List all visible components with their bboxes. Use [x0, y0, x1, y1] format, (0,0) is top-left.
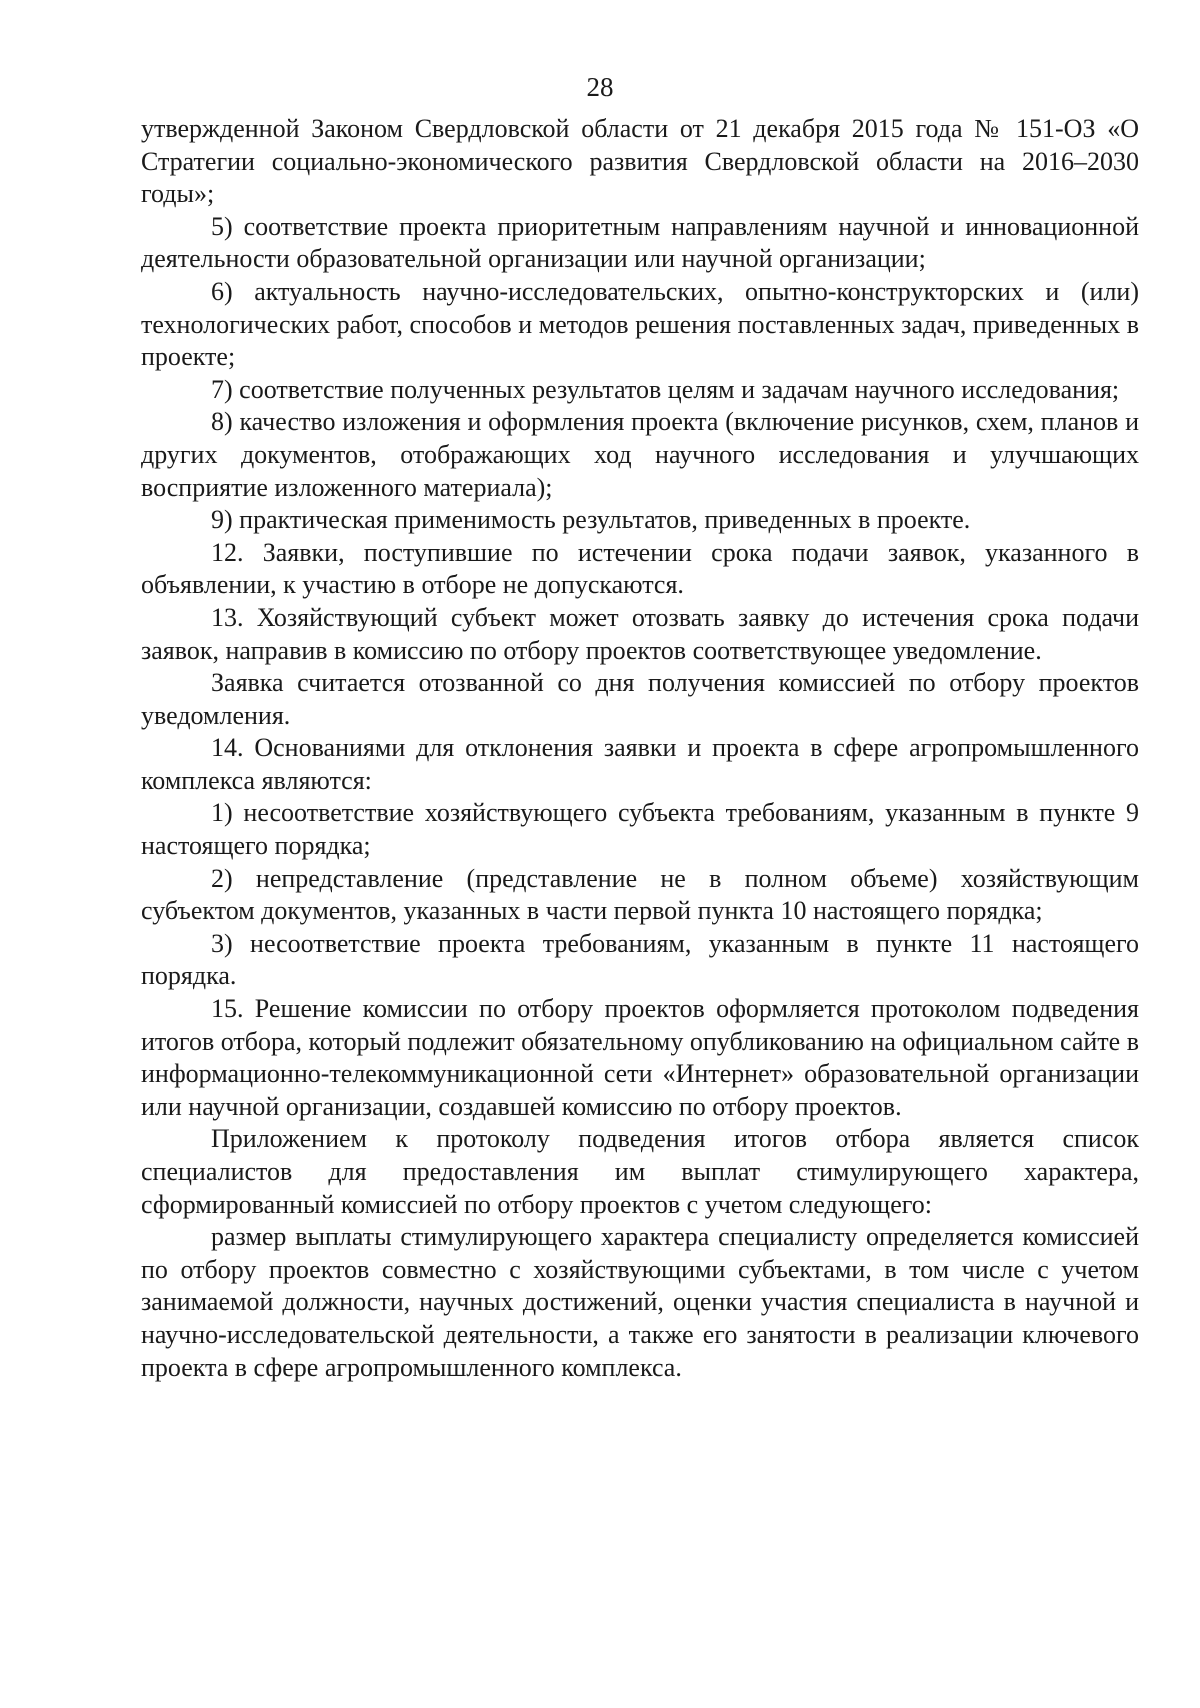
document-body: [141, 113, 1139, 1384]
paragraph-clause-12: 12. Заявки, поступившие по истечении срока подачи заявок, указанного в объявлении, к участию в отборе не допускаются.: [141, 537, 1139, 600]
paragraph-ground-1: 1) несоответствие хозяйствующего субъекта требованиям, указанным в пункте 9 настоящего порядка;: [141, 798, 1139, 861]
paragraph-criterion-9: 9) практическая применимость результатов, приведенных в проекте.: [211, 505, 971, 535]
paragraph-clause-14: 14. Основаниями для отклонения заявки и проекта в сфере агропромышленного комплекса являются:: [141, 733, 1139, 795]
page-number: 28: [586, 72, 614, 102]
paragraph-criterion-7: 7) соответствие полученных результатов целям и задачам научного исследования;: [211, 374, 1120, 404]
paragraph-clause-13-withdrawal: Заявка считается отозванной со дня получения комиссией по отбору проектов уведомления.: [141, 668, 1139, 730]
paragraph-criterion-8: 8) качество изложения и оформления проекта (включение рисунков, схем, планов и других документов, отображающих ход научного исследования и улучшающих восприятие изложенного материала);: [141, 407, 1139, 502]
paragraph-strategy-reference: утвержденной Законом Свердловской области от 21 декабря 2015 года № 151-ОЗ «О Стратегии социально-экономического развития Свердловской области на 2016–2030 годы»;: [141, 114, 1139, 209]
paragraph-criterion-6: 6) актуальность научно-исследовательских, опытно-конструкторских и (или) технологических работ, способов и методов решения поставленных задач, приведенных в проекте;: [141, 276, 1139, 372]
paragraph-clause-13: 13. Хозяйствующий субъект может отозвать заявку до истечения срока подачи заявок, направив в комиссию по отбору проектов соответствующее уведомление.: [141, 602, 1139, 665]
paragraph-clause-15-appendix: Приложением к протоколу подведения итогов отбора является список специалистов для предоставления им выплат стимулирующего характера, сформированный комиссией по отбору проектов с учетом следующего:: [141, 1124, 1139, 1219]
paragraph-criterion-5: 5) соответствие проекта приоритетным направлениям научной и инновационной деятельности образовательной организации или научной организации;: [141, 211, 1139, 274]
paragraph-payment-size: размер выплаты стимулирующего характера специалисту определяется комиссией по отбору проектов совместно с хозяйствующими субъектами, в том числе с учетом занимаемой должности, научных достижений, оценки участия специалиста в научной и научно-исследовательской деятельности, а также его занятости в реализации ключевого проекта в сфере агропромышленного комплекса.: [141, 1222, 1139, 1382]
paragraph-clause-15: 15. Решение комиссии по отбору проектов оформляется протоколом подведения итогов отбора, который подлежит обязательному опубликованию на официальном сайте в информационно-телекоммуникационной сети «Интернет» образовательной организации или научной организации, создавшей комиссию по отбору проектов.: [141, 994, 1139, 1121]
paragraph-ground-3: 3) несоответствие проекта требованиям, указанным в пункте 11 настоящего порядка.: [141, 928, 1139, 991]
paragraph-ground-2: 2) непредставление (представление не в полном объеме) хозяйствующим субъектом документов, указанных в части первой пункта 10 настоящего порядка;: [141, 863, 1139, 926]
